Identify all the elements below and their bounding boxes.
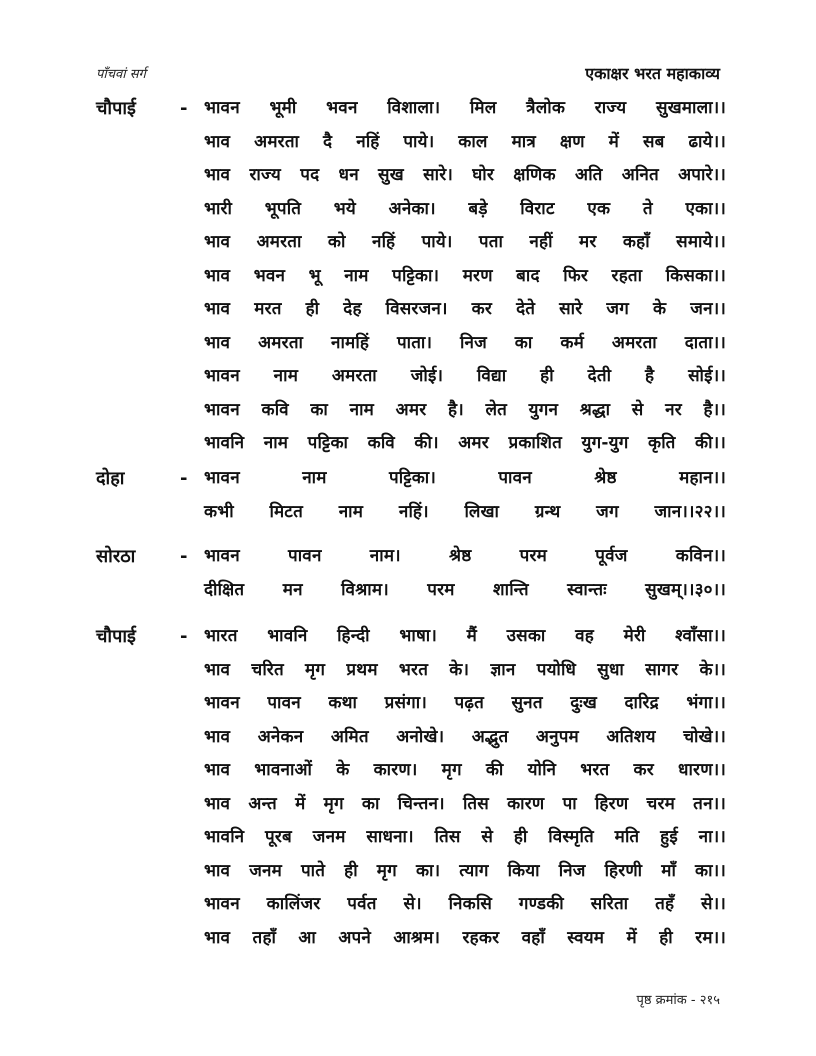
verse-line: भारी भूपति भये अनेका। बड़े विराट एक ते एका।। — [204, 198, 726, 219]
verse-line: कभी मिटत नाम नहिं। लिखा ग्रन्थ जग जान।।२२।। — [204, 501, 726, 522]
verse-lines — [204, 540, 726, 607]
verse-line: भावनि पूरब जनम साधना। तिस से ही विस्मृति मति हुई ना।। — [204, 827, 726, 847]
verse-lines — [204, 620, 726, 955]
stanza-label: सोरठा — [96, 546, 136, 567]
verse-line: भारत भावनि हिन्दी भाषा। मैं उसका वह मेरी श्वाँसा।। — [204, 626, 726, 646]
verse-line: भावन नाम पट्टिका। पावन श्रेष्ठ महान।। — [204, 468, 726, 488]
verse-lines — [204, 462, 726, 529]
verse-line: भाव भावनाओं के कारण। मृग की योनि भरत कर धारण।। — [204, 760, 726, 780]
verse-line: भाव अनेकन अमित अनोखे। अद्भुत अनुपम अतिशय चोखे।। — [204, 726, 726, 747]
stanza-label: दोहा — [96, 468, 125, 489]
stanza-dash: - — [180, 626, 188, 647]
stanza-label: चौपाई — [96, 626, 136, 647]
stanza-dash: - — [180, 546, 188, 567]
verse-line: भावन भूमी भवन विशाला। मिल त्रैलोक राज्य सुखमाला।। — [204, 98, 726, 118]
stanza-dash: - — [180, 468, 188, 489]
verse-line: भाव मरत ही देह विसरजन। कर देते सारे जग के जन।। — [204, 299, 726, 319]
stanza-dash: - — [180, 98, 188, 119]
verse-line: भावन पावन नाम। श्रेष्ठ परम पूर्वज कविन।। — [204, 546, 726, 566]
header-section-title: पाँचवां सर्ग — [96, 67, 146, 82]
verse-line: भावन कवि का नाम अमर है। लेत युगन श्रद्धा से नर है।। — [204, 399, 726, 420]
page-number: पृष्ठ क्रमांक - २१५ — [636, 993, 720, 1008]
verse-line: भावनि नाम पट्टिका कवि की। अमर प्रकाशित युग-युग कृति की।। — [204, 433, 726, 453]
verse-line: भावन नाम अमरता जोई। विद्या ही देती है सोई।। — [204, 366, 726, 386]
verse-line: भाव जनम पाते ही मृग का। त्याग किया निज हिरणी माँ का।। — [204, 860, 726, 881]
verse-line: भाव अन्त में मृग का चिन्तन। तिस कारण पा हिरण चरम तन।। — [204, 793, 726, 814]
verse-line: भाव राज्य पद धन सुख सारे। घोर क्षणिक अति अनित अपारे।। — [204, 165, 726, 185]
header-book-title: एकाक्षर भरत महाकाव्य — [585, 64, 720, 83]
verse-line: भावन कालिंजर पर्वत से। निकसि गण्डकी सरिता तहँ से।। — [204, 894, 726, 914]
verse-lines — [204, 92, 726, 461]
verse-line: भाव अमरता को नहिं पाये। पता नहीं मर कहाँ समाये।। — [204, 232, 726, 252]
stanza-label: चौपाई — [96, 98, 136, 119]
verse-line: भाव भवन भू नाम पट्टिका। मरण बाद फिर रहता किसका।। — [204, 265, 726, 286]
verse-line: दीक्षित मन विश्राम। परम शान्ति स्वान्तः सुखम्।।३०।। — [204, 579, 726, 600]
verse-line: भाव तहाँ आ अपने आश्रम। रहकर वहाँ स्वयम में ही रम।। — [204, 927, 726, 948]
verse-line: भाव अमरता नामहिं पाता। निज का कर्म अमरता दाता।। — [204, 332, 726, 353]
verse-line: भाव अमरता दै नहिं पाये। काल मात्र क्षण में सब ढाये।। — [204, 131, 726, 152]
verse-line: भावन पावन कथा प्रसंगा। पढ़त सुनत दुःख दारिद्र भंगा।। — [204, 693, 726, 713]
verse-line: भाव चरित मृग प्रथम भरत के। ज्ञान पयोधि सुधा सागर के।। — [204, 659, 726, 680]
